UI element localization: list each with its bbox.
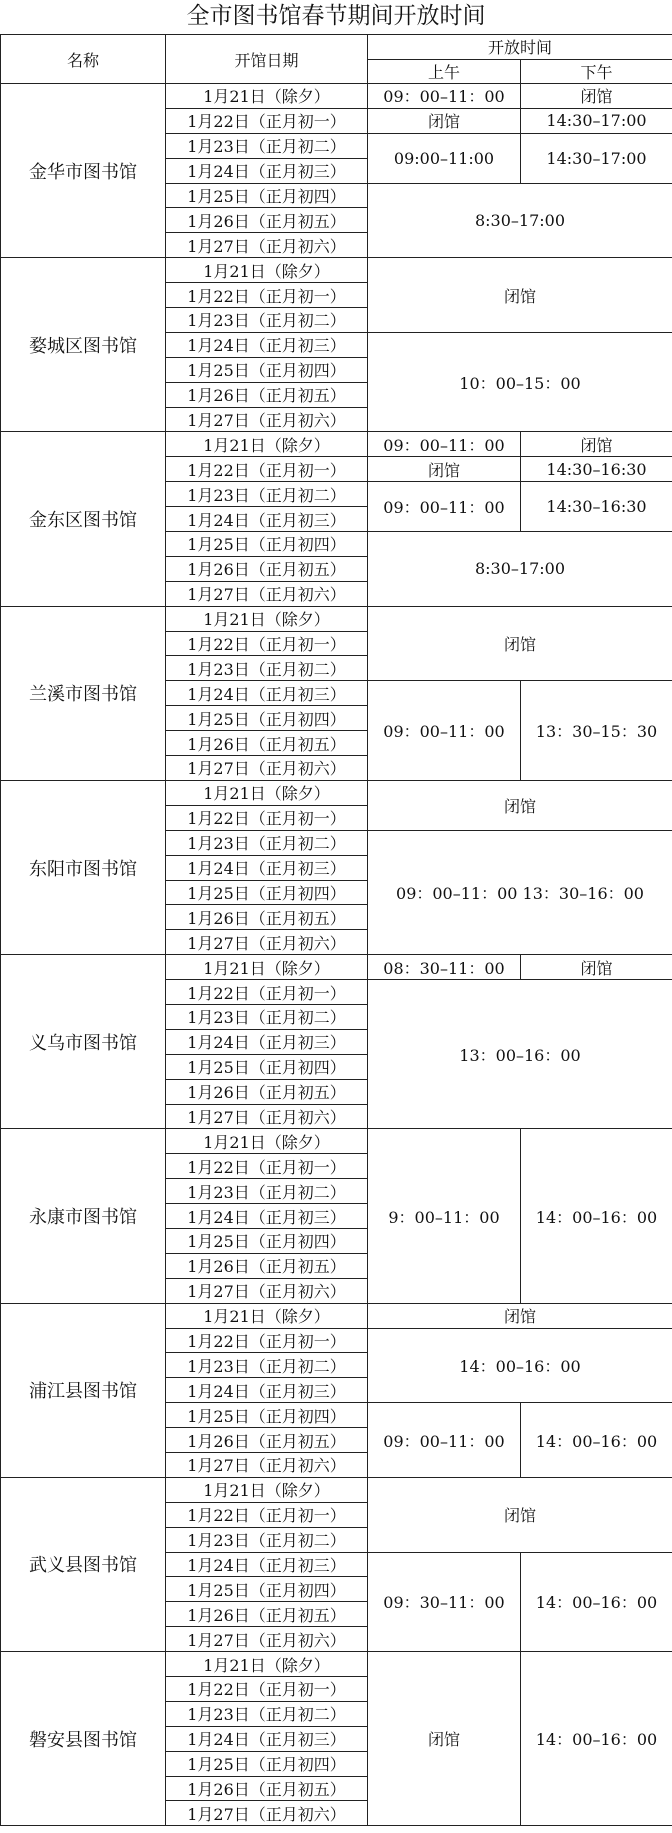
date-cell: 1月22日（正月初一） [166,283,368,308]
hours-all-day-cell: 14：00–16：00 [368,1328,672,1403]
date-cell: 1月27日（正月初六） [166,407,368,432]
date-cell: 1月22日（正月初一） [166,1502,368,1527]
hours-am-cell: 09:00–11:00 [368,133,521,183]
date-cell: 1月26日（正月初五） [166,1776,368,1801]
header-pm: 下午 [521,59,672,84]
table-row [1,955,672,980]
hours-pm-cell: 14:30–16:30 [521,457,672,482]
date-cell: 1月23日（正月初二） [166,133,368,158]
library-name-cell: 浦江县图书馆 [1,1303,166,1477]
hours-am-cell: 9：00–11：00 [368,1129,521,1303]
date-cell: 1月23日（正月初二） [166,1527,368,1552]
table-row [1,1129,672,1154]
hours-am-cell: 09：00–11：00 [368,1403,521,1478]
date-cell: 1月24日（正月初三） [166,681,368,706]
hours-all-day-cell: 13：00–16：00 [368,980,672,1129]
date-cell: 1月26日（正月初五） [166,382,368,407]
date-cell: 1月24日（正月初三） [166,1378,368,1403]
table-row [1,780,672,805]
date-cell: 1月24日（正月初三） [166,855,368,880]
date-cell: 1月23日（正月初二） [166,656,368,681]
hours-all-day-cell: 8:30–17:00 [368,532,672,607]
date-cell: 1月27日（正月初六） [166,233,368,258]
date-cell: 1月23日（正月初二） [166,1701,368,1726]
date-cell: 1月23日（正月初二） [166,1004,368,1029]
date-cell: 1月22日（正月初一） [166,980,368,1005]
hours-pm-cell: 13：30–15：30 [521,681,672,781]
table-row [1,258,672,283]
date-cell: 1月22日（正月初一） [166,1154,368,1179]
library-name-cell: 金华市图书馆 [1,84,166,258]
schedule-table [0,34,672,1826]
date-cell: 1月21日（除夕） [166,258,368,283]
hours-all-day-cell: 闭馆 [368,606,672,681]
hours-am-cell: 09：00–11：00 [368,681,521,781]
table-row [1,1477,672,1502]
date-cell: 1月26日（正月初五） [166,1253,368,1278]
hours-am-cell: 09：00–11：00 [368,482,521,532]
date-cell: 1月23日（正月初二） [166,308,368,333]
hours-am-cell: 09：00–11：00 [368,84,521,109]
date-cell: 1月21日（除夕） [166,606,368,631]
date-cell: 1月23日（正月初二） [166,482,368,507]
library-name-cell: 武义县图书馆 [1,1477,166,1651]
date-cell: 1月27日（正月初六） [166,930,368,955]
hours-am-cell: 08：30–11：00 [368,955,521,980]
hours-all-day-cell: 闭馆 [368,1477,672,1552]
hours-all-day-cell: 闭馆 [368,1303,672,1328]
date-cell: 1月25日（正月初四） [166,706,368,731]
header-hours: 开放时间 [368,35,672,60]
date-cell: 1月27日（正月初六） [166,1801,368,1826]
date-cell: 1月27日（正月初六） [166,1104,368,1129]
date-cell: 1月24日（正月初三） [166,1204,368,1229]
header-am: 上午 [368,59,521,84]
date-cell: 1月25日（正月初四） [166,880,368,905]
table-row [1,1303,672,1328]
table-header [1,35,672,84]
date-cell: 1月27日（正月初六） [166,756,368,781]
hours-am-cell: 09：30–11：00 [368,1552,521,1652]
hours-all-day-cell: 闭馆 [368,258,672,333]
date-cell: 1月23日（正月初二） [166,1353,368,1378]
table-row [1,1652,672,1677]
date-cell: 1月22日（正月初一） [166,805,368,830]
date-cell: 1月22日（正月初一） [166,1328,368,1353]
date-cell: 1月24日（正月初三） [166,1552,368,1577]
date-cell: 1月22日（正月初一） [166,631,368,656]
hours-all-day-cell: 10：00–15：00 [368,332,672,432]
date-cell: 1月27日（正月初六） [166,1452,368,1477]
hours-am-cell: 09：00–11：00 [368,432,521,457]
hours-pm-cell: 闭馆 [521,432,672,457]
hours-pm-cell: 14:30–17:00 [521,133,672,183]
date-cell: 1月24日（正月初三） [166,507,368,532]
library-name-cell: 婺城区图书馆 [1,258,166,432]
date-cell: 1月25日（正月初四） [166,1577,368,1602]
date-cell: 1月22日（正月初一） [166,1677,368,1702]
library-name-cell: 东阳市图书馆 [1,780,166,954]
date-cell: 1月24日（正月初三） [166,158,368,183]
hours-all-day-cell: 闭馆 [368,780,672,830]
date-cell: 1月22日（正月初一） [166,108,368,133]
hours-all-day-cell: 8:30–17:00 [368,183,672,258]
date-cell: 1月26日（正月初五） [166,1428,368,1453]
date-cell: 1月24日（正月初三） [166,1029,368,1054]
hours-pm-cell: 14:30–16:30 [521,482,672,532]
table-row [1,606,672,631]
table-row [1,432,672,457]
date-cell: 1月25日（正月初四） [166,357,368,382]
date-cell: 1月22日（正月初一） [166,457,368,482]
hours-pm-cell: 闭馆 [521,955,672,980]
date-cell: 1月27日（正月初六） [166,581,368,606]
library-name-cell: 义乌市图书馆 [1,955,166,1129]
header-date: 开馆日期 [166,35,368,84]
date-cell: 1月25日（正月初四） [166,1054,368,1079]
date-cell: 1月25日（正月初四） [166,1228,368,1253]
page-title: 全市图书馆春节期间开放时间 [186,3,486,29]
hours-pm-cell: 14:30–17:00 [521,108,672,133]
date-cell: 1月25日（正月初四） [166,1403,368,1428]
table-row [1,84,672,109]
date-cell: 1月23日（正月初二） [166,830,368,855]
hours-am-cell: 闭馆 [368,457,521,482]
date-cell: 1月26日（正月初五） [166,1079,368,1104]
date-cell: 1月21日（除夕） [166,1303,368,1328]
date-cell: 1月21日（除夕） [166,84,368,109]
date-cell: 1月21日（除夕） [166,432,368,457]
date-cell: 1月25日（正月初四） [166,532,368,557]
date-cell: 1月25日（正月初四） [166,1751,368,1776]
library-name-cell: 永康市图书馆 [1,1129,166,1303]
hours-am-cell: 闭馆 [368,1652,521,1826]
library-name-cell: 金东区图书馆 [1,432,166,606]
date-cell: 1月24日（正月初三） [166,332,368,357]
hours-pm-cell: 14：00–16：00 [521,1129,672,1303]
hours-pm-cell: 14：00–16：00 [521,1552,672,1652]
hours-am-cell: 闭馆 [368,108,521,133]
date-cell: 1月21日（除夕） [166,1477,368,1502]
date-cell: 1月21日（除夕） [166,780,368,805]
date-cell: 1月26日（正月初五） [166,905,368,930]
date-cell: 1月21日（除夕） [166,1652,368,1677]
date-cell: 1月23日（正月初二） [166,1179,368,1204]
date-cell: 1月24日（正月初三） [166,1726,368,1751]
date-cell: 1月26日（正月初五） [166,731,368,756]
hours-all-day-cell: 09：00–11：00 13：30–16：00 [368,830,672,954]
date-cell: 1月21日（除夕） [166,955,368,980]
header-name: 名称 [1,35,166,84]
hours-pm-cell: 14：00–16：00 [521,1652,672,1826]
hours-pm-cell: 闭馆 [521,84,672,109]
date-cell: 1月26日（正月初五） [166,556,368,581]
date-cell: 1月26日（正月初五） [166,208,368,233]
table-body [1,84,672,1826]
library-name-cell: 磐安县图书馆 [1,1652,166,1826]
hours-pm-cell: 14：00–16：00 [521,1403,672,1478]
date-cell: 1月25日（正月初四） [166,183,368,208]
library-name-cell: 兰溪市图书馆 [1,606,166,780]
date-cell: 1月26日（正月初五） [166,1602,368,1627]
date-cell: 1月27日（正月初六） [166,1278,368,1303]
date-cell: 1月27日（正月初六） [166,1627,368,1652]
date-cell: 1月21日（除夕） [166,1129,368,1154]
